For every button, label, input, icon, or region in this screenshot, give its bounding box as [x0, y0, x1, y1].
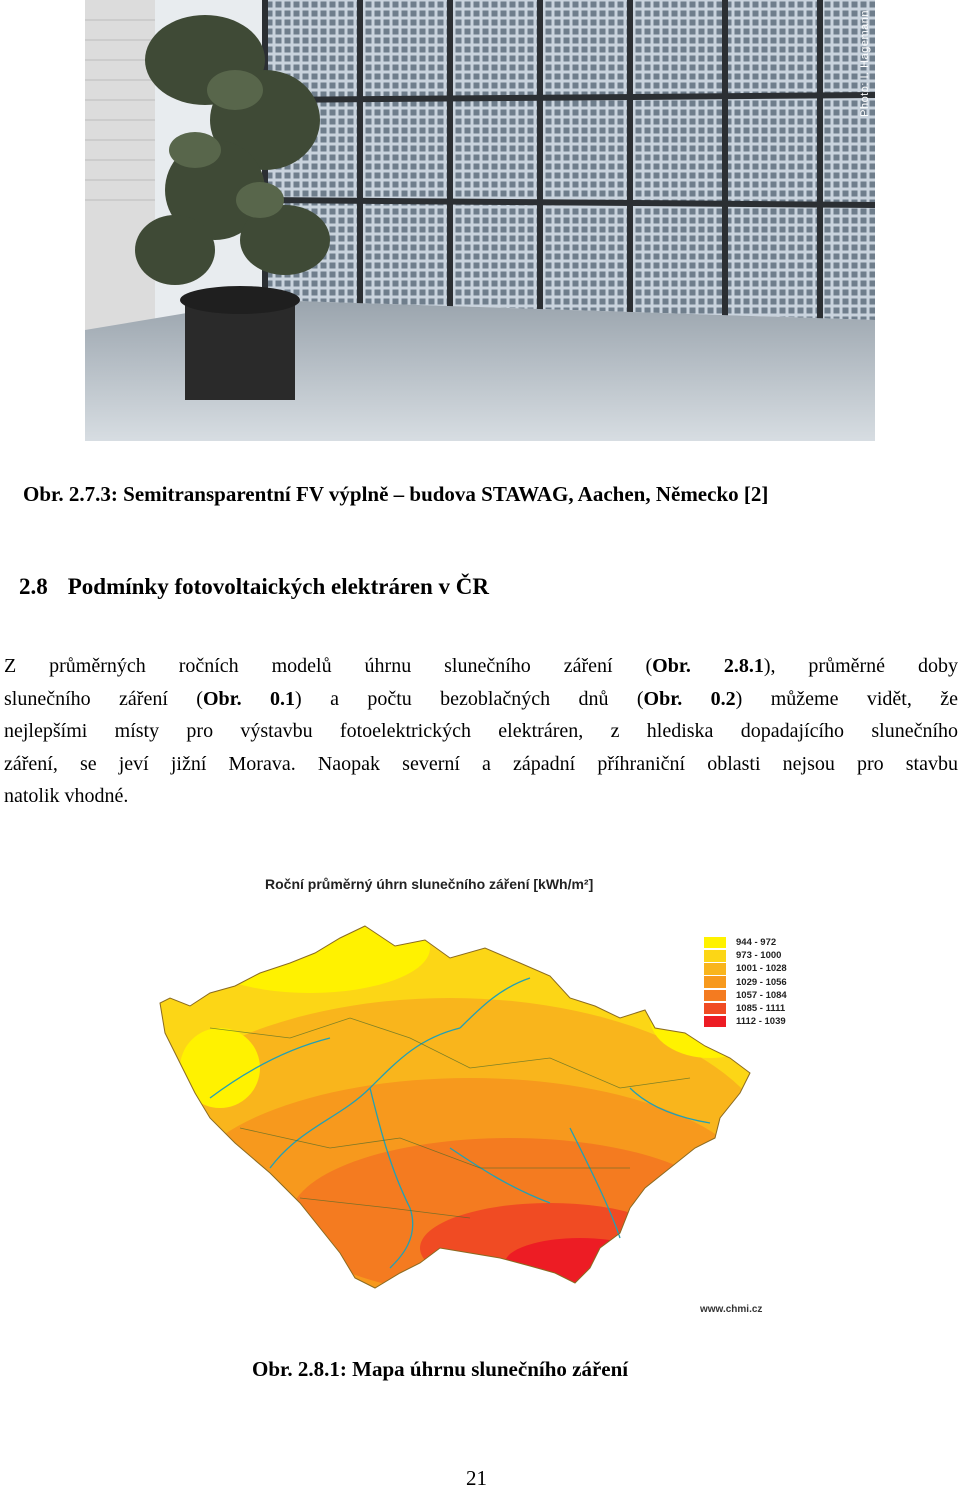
legend-item: [704, 1002, 787, 1015]
legend-item: [704, 962, 787, 975]
legend-item: [704, 949, 787, 962]
photo-credit: Photo: I. Hagemann: [859, 10, 871, 117]
czech-republic-map: [150, 868, 800, 1328]
legend-label: 1001 - 1028: [736, 963, 787, 975]
map-title: Roční průměrný úhrn slunečního záření [kWh/m²]: [265, 876, 594, 892]
legend-label: 973 - 1000: [736, 950, 782, 962]
body-paragraph: [4, 650, 958, 813]
legend-item: [704, 976, 787, 989]
solar-radiation-map: [150, 868, 800, 1328]
legend-label: 1085 - 1111: [736, 1003, 786, 1015]
figure-reference: Obr. 0.2: [643, 687, 736, 710]
figure-reference: Obr. 0.1: [202, 687, 296, 710]
figure-caption-map: Obr. 2.8.1: Mapa úhrnu slunečního záření: [252, 1357, 629, 1381]
figure-caption-facade: Obr. 2.7.3: Semitransparentní FV výplně – budova STAWAG, Aachen, Německo [2]: [23, 482, 769, 506]
section-heading: [19, 574, 489, 600]
paragraph-line: záření, se jeví jižní Morava. Naopak severní a západní příhraniční oblasti nejsou pro stavbu: [4, 752, 958, 775]
legend-swatch: [704, 1016, 726, 1028]
page-number: 21: [466, 1466, 487, 1490]
legend-swatch: [704, 990, 726, 1002]
figure-reference: Obr. 2.8.1: [652, 655, 764, 677]
legend-swatch: [704, 950, 726, 962]
section-title: Podmínky fotovoltaických elektráren v ČR: [67, 574, 489, 599]
legend-item: [704, 1015, 787, 1028]
legend-label: 1057 - 1084: [736, 989, 787, 1001]
paragraph-line: nejlepšími místy pro výstavbu fotoelektrických elektráren, z hlediska dopadajícího slunečního: [4, 720, 958, 742]
section-number: 2.8: [19, 574, 48, 599]
legend-item: [704, 989, 787, 1002]
paragraph-line: Z průměrných ročních modelů úhrnu slunečního záření (Obr. 2.8.1), průměrné doby: [4, 655, 958, 677]
paragraph-line: natolik vhodné.: [4, 785, 129, 807]
map-source: www.chmi.cz: [700, 1304, 763, 1315]
map-legend: [704, 936, 787, 1028]
facade-photo: [85, 0, 875, 441]
legend-swatch: [704, 976, 726, 988]
legend-swatch: [704, 1003, 726, 1015]
legend-swatch: [704, 963, 726, 975]
legend-label: 944 - 972: [736, 937, 777, 949]
paragraph-line: slunečního záření (Obr. 0.1) a počtu bezoblačných dnů (Obr. 0.2) můžeme vidět, že: [4, 687, 958, 710]
legend-item: [704, 936, 787, 949]
legend-label: 1112 - 1039: [736, 1016, 786, 1028]
legend-label: 1029 - 1056: [736, 976, 787, 988]
legend-swatch: [704, 937, 726, 949]
